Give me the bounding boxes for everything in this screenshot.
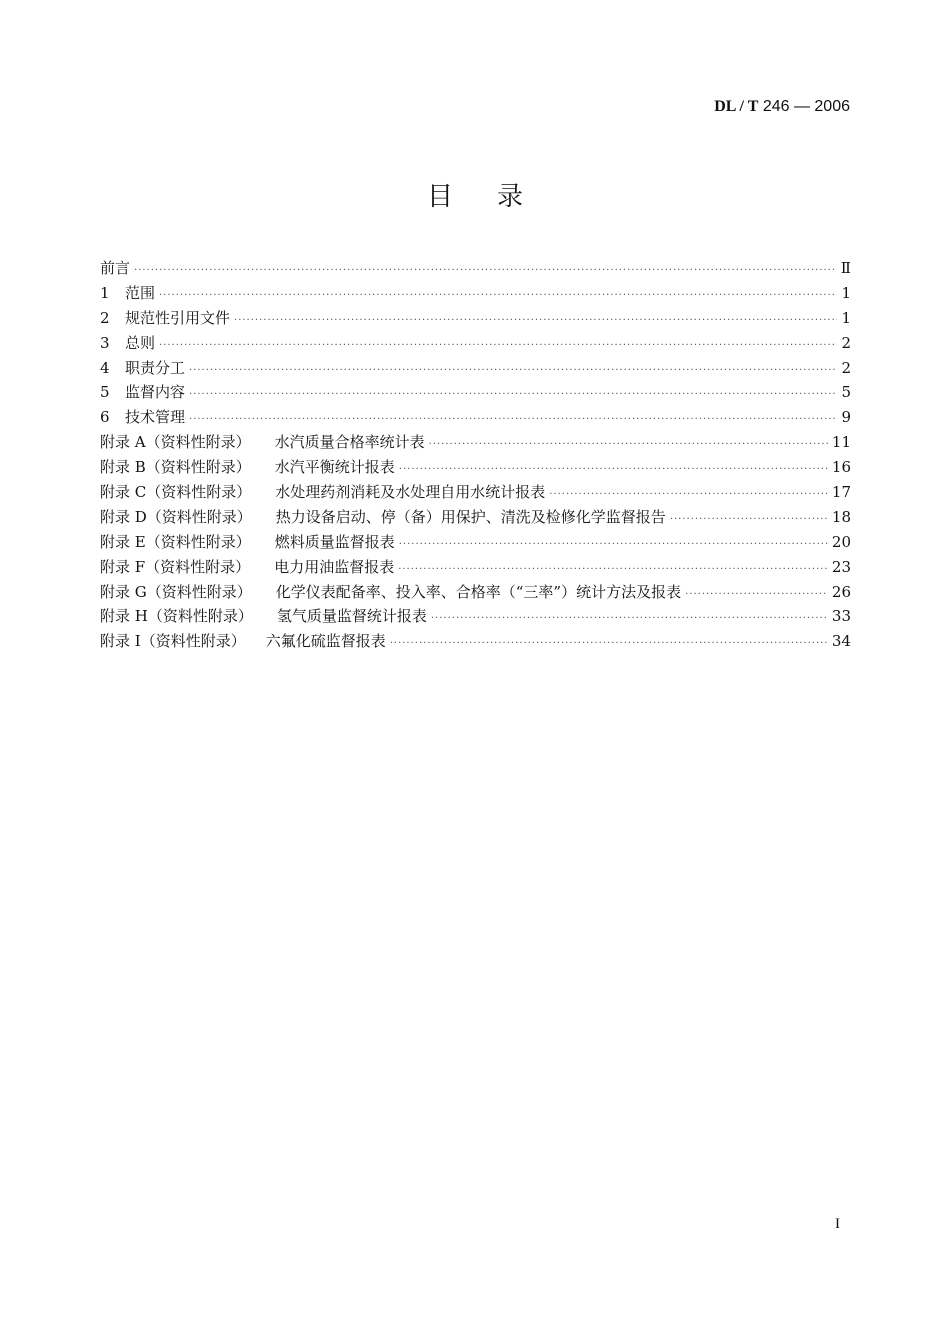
toc-section-number: 2	[100, 308, 110, 327]
toc-appendix-title: 水汽质量合格率统计表	[274, 433, 425, 452]
toc-page-number: 34	[831, 632, 851, 651]
toc-page-number: Ⅱ	[840, 259, 851, 277]
toc-entry-label: 监督内容	[125, 383, 186, 402]
page-number: I	[835, 1216, 840, 1232]
toc-appendix-title: 水处理药剂消耗及水处理自用水统计报表	[275, 483, 546, 502]
toc-appendix-title: 六氟化硫监督报表	[265, 632, 386, 651]
toc-entry-appendix-a[interactable]	[100, 430, 851, 455]
toc-entry-appendix-i[interactable]	[100, 629, 851, 654]
toc-section-number: 5	[100, 383, 110, 402]
toc-appendix-label: 附录 B（资料性附录）	[100, 458, 251, 477]
dot-leader	[685, 583, 828, 608]
dot-leader	[399, 533, 828, 558]
toc-appendix-title: 热力设备启动、停（备）用保护、清洗及检修化学监督报告	[275, 507, 666, 526]
dot-leader	[429, 433, 828, 458]
toc-entry-label: 规范性引用文件	[125, 308, 231, 327]
toc-entry-label: 前言	[100, 259, 131, 277]
toc-appendix-label: 附录 D（资料性附录）	[100, 507, 252, 526]
dot-leader	[159, 334, 837, 359]
toc-page-number: 20	[831, 532, 851, 551]
toc-appendix-label: 附录 I（资料性附录）	[100, 632, 246, 651]
toc-entry-5[interactable]	[100, 380, 851, 405]
toc-page-number: 17	[831, 483, 851, 502]
toc-section-number: 3	[100, 333, 110, 352]
toc-page-number: 1	[841, 283, 851, 302]
standard-code-number: 246 — 2006	[758, 98, 850, 115]
toc-page-number: 26	[831, 582, 851, 601]
toc-appendix-label: 附录 H（资料性附录）	[100, 607, 253, 626]
toc-entry-label: 职责分工	[125, 358, 186, 377]
toc-page-number: 33	[831, 607, 851, 626]
toc-entry-label: 范围	[125, 283, 156, 302]
toc-entry-foreword[interactable]	[100, 256, 851, 281]
toc-appendix-label: 附录 C（资料性附录）	[100, 483, 252, 502]
toc-section-number: 6	[100, 408, 110, 427]
toc-page-number: 5	[841, 383, 851, 402]
toc-page-number: 23	[831, 557, 851, 576]
table-of-contents	[100, 256, 851, 654]
toc-page-number: 1	[841, 308, 851, 327]
toc-page-number: 9	[841, 408, 851, 427]
standard-code-prefix: DL / T	[714, 98, 759, 115]
toc-appendix-title: 氢气质量监督统计报表	[276, 607, 427, 626]
toc-entry-2[interactable]	[100, 306, 851, 331]
toc-appendix-label: 附录 F（资料性附录）	[100, 557, 251, 576]
page-title: 目录	[426, 182, 567, 212]
dot-leader	[189, 383, 837, 408]
toc-page-number: 2	[841, 333, 851, 352]
toc-page-number: 2	[841, 358, 851, 377]
toc-section-number: 1	[100, 283, 110, 302]
toc-appendix-title: 燃料质量监督报表	[274, 532, 395, 551]
toc-page-number: 18	[831, 507, 851, 526]
toc-appendix-label: 附录 E（资料性附录）	[100, 532, 251, 551]
toc-entry-3[interactable]	[100, 331, 851, 356]
toc-entry-appendix-b[interactable]	[100, 455, 851, 480]
toc-appendix-title: 电力用油监督报表	[274, 557, 395, 576]
toc-entry-appendix-g[interactable]	[100, 580, 851, 605]
toc-appendix-title: 水汽平衡统计报表	[274, 458, 395, 477]
toc-entry-label: 技术管理	[125, 408, 186, 427]
toc-entry-4[interactable]	[100, 356, 851, 381]
dot-leader	[431, 607, 828, 632]
toc-appendix-title: 化学仪表配备率、投入率、合格率（“三率”）统计方法及报表	[275, 582, 682, 601]
toc-entry-appendix-c[interactable]	[100, 480, 851, 505]
toc-entry-label: 总则	[125, 333, 156, 352]
toc-entry-appendix-d[interactable]	[100, 505, 851, 530]
dot-leader	[234, 309, 837, 334]
dot-leader	[670, 508, 828, 533]
toc-appendix-label: 附录 G（资料性附录）	[100, 582, 252, 601]
standard-code-header	[714, 98, 850, 116]
dot-leader	[134, 259, 837, 284]
dot-leader	[390, 632, 828, 657]
toc-entry-appendix-f[interactable]	[100, 555, 851, 580]
toc-entry-appendix-e[interactable]	[100, 530, 851, 555]
toc-page-number: 11	[831, 433, 851, 452]
dot-leader	[189, 359, 837, 384]
toc-page-number: 16	[831, 458, 851, 477]
toc-section-number: 4	[100, 358, 110, 377]
toc-appendix-label: 附录 A（资料性附录）	[100, 433, 251, 452]
dot-leader	[159, 284, 837, 309]
toc-entry-1[interactable]	[100, 281, 851, 306]
toc-entry-appendix-h[interactable]	[100, 604, 851, 629]
toc-entry-6[interactable]	[100, 405, 851, 430]
